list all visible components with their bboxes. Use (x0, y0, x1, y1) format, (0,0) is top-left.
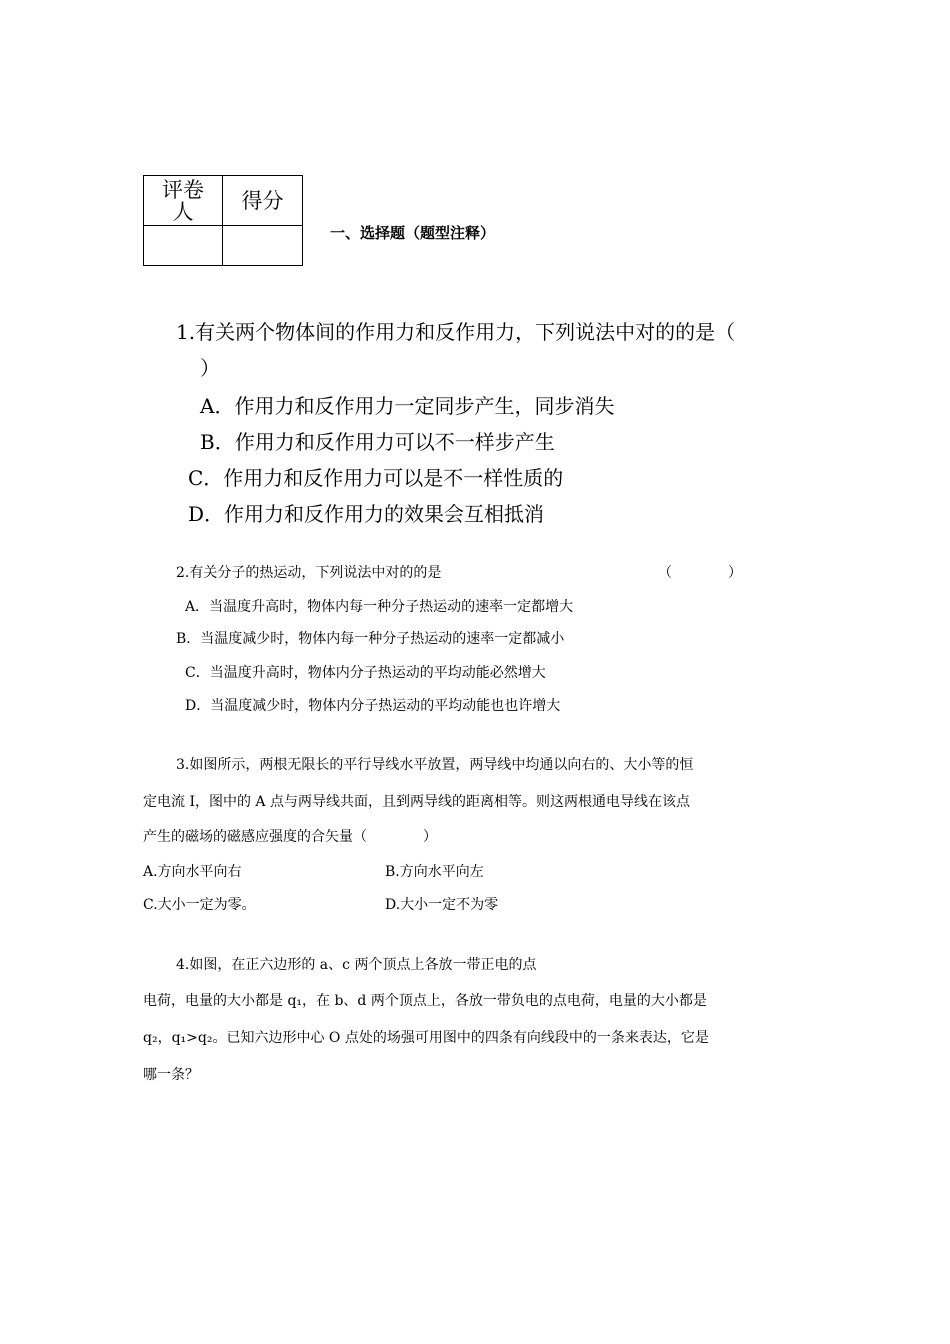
q1-stem-line1: 1.有关两个物体间的作用力和反作用力，下列说法中对的的是（ (176, 320, 736, 344)
score-cell[interactable] (223, 226, 303, 266)
score-header: 得分 (223, 176, 303, 226)
q2-option-c: C．当温度升高时，物体内分子热运动的平均动能必然增大 (185, 665, 546, 681)
q3-option-d: D.大小一定不为零 (385, 897, 499, 913)
reviewer-label-line1: 评卷 (162, 177, 204, 202)
q2-option-a: A．当温度升高时，物体内每一种分子热运动的速率一定都增大 (185, 599, 574, 615)
reviewer-label-line2: 人 (172, 199, 194, 224)
q1-option-b: B．作用力和反作用力可以不一样步产生 (200, 430, 555, 454)
q4-line1: 4.如图，在正六边形的 a、c 两个顶点上各放一带正电的点 (176, 957, 537, 973)
q2-stem: 2.有关分子的热运动，下列说法中对的的是 (176, 565, 442, 581)
q1-option-a: A．作用力和反作用力一定同步产生，同步消失 (200, 394, 615, 418)
q3-stem-line1: 3.如图所示，两根无限长的平行导线水平放置，两导线中均通以向右的、大小等的恒 (176, 757, 694, 773)
reviewer-header (144, 176, 223, 226)
reviewer-cell[interactable] (144, 226, 223, 266)
q2-answer-blank: （ ） (658, 565, 742, 581)
score-table (143, 175, 303, 266)
q3-stem-line3: 产生的磁场的磁感应强度的合矢量（ ） (143, 829, 437, 845)
q1-option-d: D．作用力和反作用力的效果会互相抵消 (188, 502, 545, 526)
q3-stem-line2: 定电流 I，图中的 A 点与两导线共面，且到两导线的距离相等。则这两根通电导线在该点 (143, 794, 690, 810)
section-title: 一、选择题（题型注释） (330, 224, 496, 242)
q4-line3: q₂，q₁>q₂。已知六边形中心 O 点处的场强可用图中的四条有向线段中的一条来表达，它是 (143, 1030, 709, 1046)
q2-option-b: B．当温度减少时，物体内每一种分子热运动的速率一定都减小 (176, 631, 565, 647)
q4-line4: 哪一条？ (143, 1067, 199, 1083)
q1-option-c: C．作用力和反作用力可以是不一样性质的 (188, 466, 564, 490)
q3-option-a: A.方向水平向右 (143, 864, 242, 880)
q3-option-c: C.大小一定为零。 (143, 897, 256, 913)
q1-stem-line2: ） (200, 356, 220, 380)
q4-line2: 电荷，电量的大小都是 q₁，在 b、d 两个顶点上，各放一带负电的点电荷，电量的大小都是 (143, 993, 707, 1009)
q2-option-d: D．当温度减少时，物体内分子热运动的平均动能也也许增大 (185, 698, 561, 714)
q3-option-b: B.方向水平向左 (385, 864, 484, 880)
